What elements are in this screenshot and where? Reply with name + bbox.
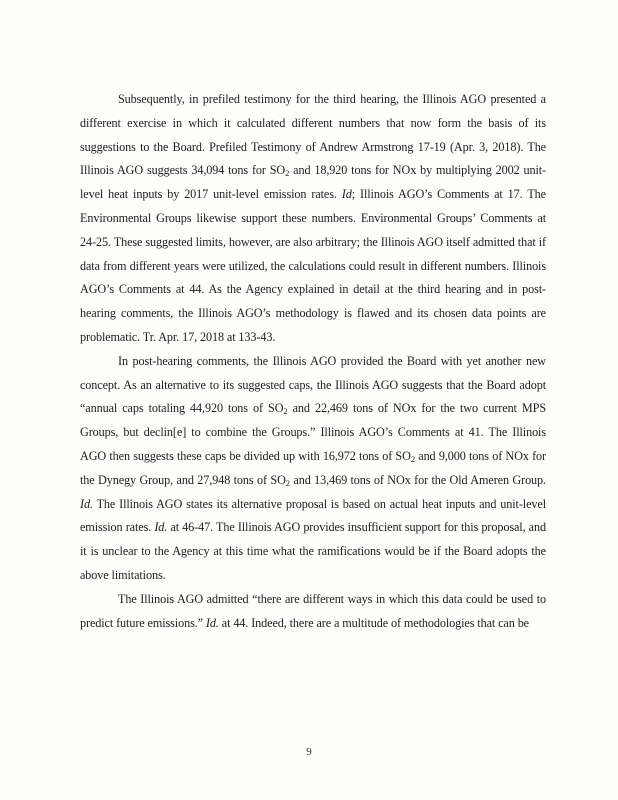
text-run: and 18,920 tons for NOx by multiplying 2002 unit-level heat inputs by 2017 unit-level emission rates. [80, 163, 546, 202]
paragraph [80, 350, 546, 588]
text-run: at 46-47. The Illinois AGO provides insufficient support for this proposal, and it is unclear to the Agency at this time what the ramifications would be if the Board adopts the above limitations. [80, 520, 546, 582]
text-run: Subsequently, in prefiled testimony for the third hearing, the Illinois AGO presented a different exercise in which it calculated different numbers that now form the basis of its suggestions to the Board. Prefiled Testimony of Andrew Armstrong 17-19 (Apr. 3, 2018). The Illinois AGO suggests 34,094 tons for SO [80, 92, 546, 178]
text-run: at 44. Indeed, there are a multitude of methodologies that can be [218, 615, 529, 630]
text-run: In post-hearing comments, the Illinois AGO provided the Board with yet another new concept. As an alternative to its suggested caps, the Illinois AGO suggests that the Board adopt “annual caps totaling 44,920 tons of SO [80, 353, 546, 416]
text-run: The Illinois AGO states its alternative proposal is based on actual heat inputs and unit-level emission rates. [80, 496, 546, 535]
subscript: 2 [283, 406, 288, 417]
subscript: 2 [285, 477, 290, 488]
body-text [80, 88, 546, 635]
text-run: and 22,469 tons of NOx for the two current MPS Groups, but declin[e] to combine the Groups.” Illinois AGO’s Comments at 41. The Illinois AGO then suggests these caps be divided up with 16,972 tons of SO [80, 401, 546, 463]
paragraph [80, 588, 546, 636]
citation-italic: Id. [80, 496, 93, 511]
citation-italic: Id. [154, 520, 168, 535]
citation-italic: Id. [205, 615, 219, 630]
paragraph [80, 88, 546, 350]
text-run: and 13,469 tons of NOx for the Old Ameren Group. [289, 472, 546, 487]
page-number: 9 [306, 746, 312, 758]
text-run: and 9,000 tons of NOx for the Dynegy Group, and 27,948 tons of SO [80, 448, 547, 487]
subscript: 2 [410, 453, 415, 464]
subscript: 2 [285, 168, 290, 179]
text-run: The Illinois AGO admitted “there are different ways in which this data could be used to predict future emissions.” [80, 591, 546, 630]
citation-italic: Id [341, 187, 352, 202]
text-run: ; Illinois AGO’s Comments at 17. The Environmental Groups likewise support these numbers. Environmental Groups’ Comments at 24-25. These suggested limits, however, are also arbitrary; the Illinois AGO itself admitted that if data from different years were utilized, the calculations could result in different numbers. Illinois AGO’s Comments at 44. As the Agency explained in detail at the third hearing and in post-hearing comments, the Illinois AGO’s methodology is flawed and its chosen data points are problematic. Tr. Apr. 17, 2018 at 133-43. [80, 187, 546, 344]
